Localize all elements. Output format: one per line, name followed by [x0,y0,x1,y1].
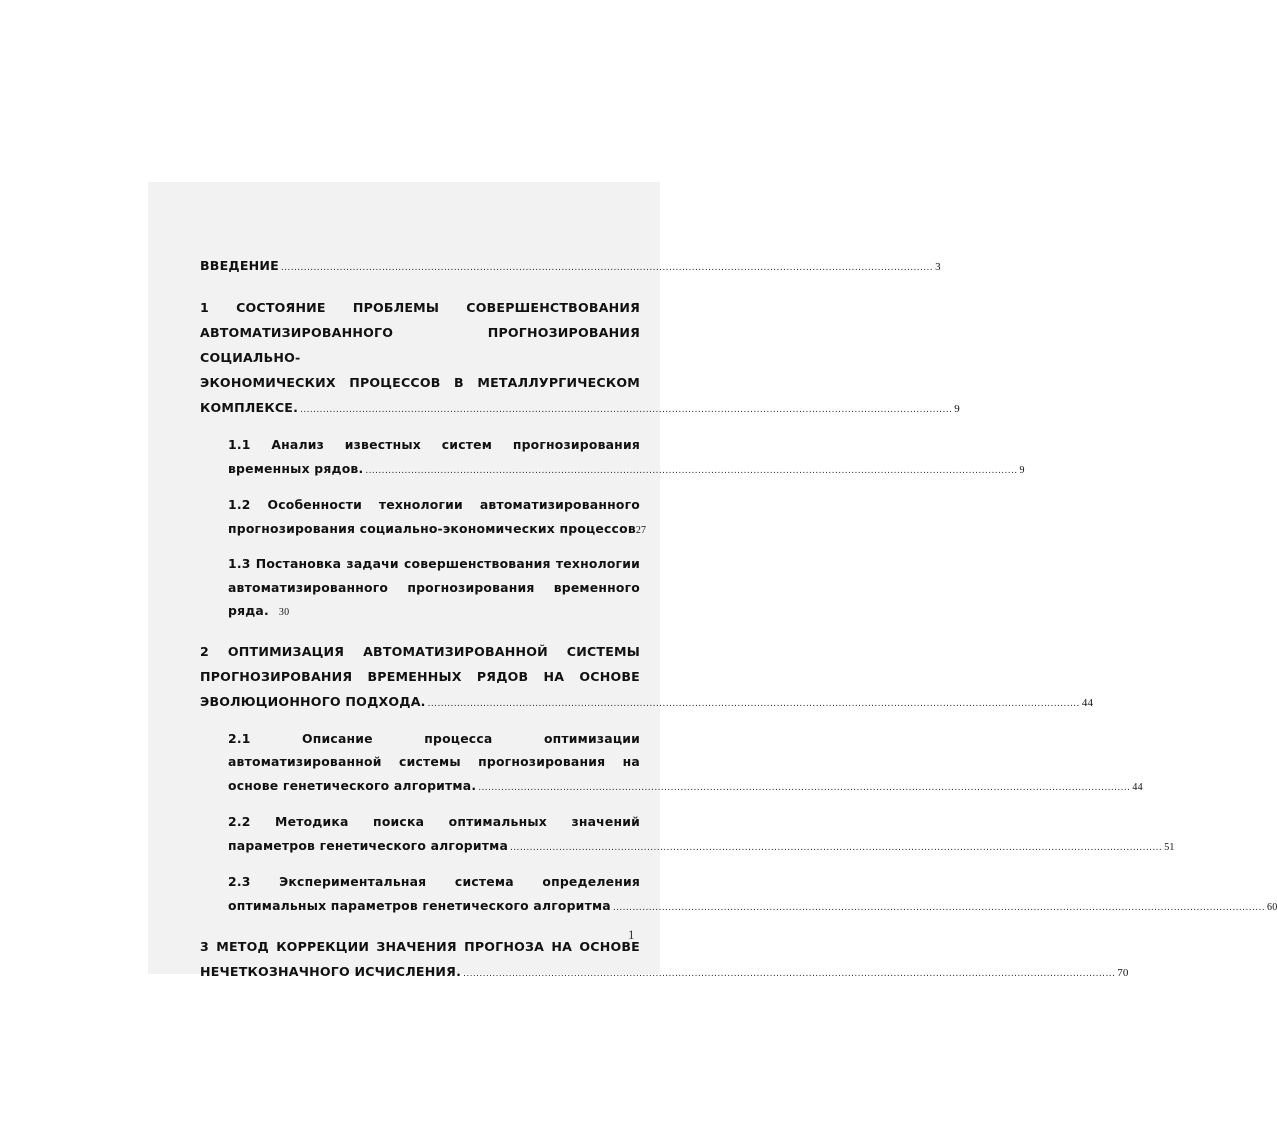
toc-entry-section-1-1 [228,433,1025,483]
toc-entry-line: ПРОГНОЗИРОВАНИЯ ВРЕМЕННЫХ РЯДОВ НА ОСНОВЕ [200,668,640,684]
toc-entry-line: 1.3 Постановка задачи совершенствования технологии [228,556,640,571]
dot-leader: ........................................................................................................................................................................................................ [300,405,953,415]
toc-entry-line: автоматизированного прогнозирования временного [228,579,640,595]
toc-page-number: 9 [1019,464,1025,476]
toc-entry-section-2-1 [228,727,1143,801]
toc-entry-line: параметров генетического алгоритма [228,837,509,853]
toc-page-number: 3 [935,261,941,273]
toc-entry-chapter-1 [200,295,960,423]
toc-entry-section-1-2 [228,493,647,542]
toc-entry-line: 2 ОПТИМИЗАЦИЯ АВТОМАТИЗИРОВАННОЙ СИСТЕМЫ [200,643,640,659]
toc-entry-line: КОМПЛЕКСЕ. [200,400,299,415]
toc-entry-line: 1.1 Анализ известных систем прогнозирования [228,437,640,452]
toc-entry-section-2-3 [228,870,1277,920]
toc-entry-title: ВВЕДЕНИЕ [200,258,279,273]
toc-entry-line: 2.2 Методика поиска оптимальных значений [228,814,640,829]
toc-entry-line: 1.2 Особенности технологии автоматизированного [228,497,640,512]
dot-leader: ........................................................................................................................................................................................................ [612,902,1266,913]
toc-page-number: 30 [278,607,290,618]
toc-entry-introduction [200,253,941,281]
toc-entry-section-1-3 [228,552,640,625]
toc-entry-line: автоматизированной системы прогнозирования на [228,754,640,769]
toc-entry-line: АВТОМАТИЗИРОВАННОГО ПРОГНОЗИРОВАНИЯ СОЦИАЛЬНО- [200,325,640,365]
toc-entry-line: НЕЧЕТКОЗНАЧНОГО ИСЧИСЛЕНИЯ. [200,964,462,979]
dot-leader: ........................................................................................................................................................................................................ [427,698,1080,709]
toc-entry-line: ряда. [228,603,269,618]
toc-page-number: 51 [1164,841,1175,853]
toc-entry-line: оптимальных параметров генетического алгоритма [228,897,611,913]
dot-leader: ........................................................................................................................................................................................................ [365,465,1018,476]
dot-leader: ........................................................................................................................................................................................................ [280,263,934,273]
toc-entry-line: временных рядов. [228,460,364,476]
toc-entry-line: прогнозирования социально-экономических процессов [228,520,636,536]
dot-leader: ........................................................................................................................................................................................................ [463,969,1116,979]
dot-leader: ........................................................................................................................................................................................................ [478,782,1131,793]
toc-page-number: 44 [1132,781,1143,793]
toc-entry-line: 1 СОСТОЯНИЕ ПРОБЛЕМЫ СОВЕРШЕНСТВОВАНИЯ [200,300,640,315]
toc-entry-line: 3 МЕТОД КОРРЕКЦИИ ЗНАЧЕНИЯ ПРОГНОЗА НА ОСНОВЕ [200,939,640,954]
toc-entry-chapter-3 [200,934,1129,987]
toc-entry-line: ЭВОЛЮЦИОННОГО ПОДХОДА. [200,693,426,709]
toc-entry-line: ЭКОНОМИЧЕСКИХ ПРОЦЕССОВ В МЕТАЛЛУРГИЧЕСКОМ [200,375,640,390]
dot-leader: ........................................................................................................................................................................................................ [510,842,1163,853]
toc-entry-chapter-2 [200,639,1094,717]
page-number: 1 [628,927,635,942]
toc-entry-line: основе генетического алгоритма. [228,777,477,793]
toc-page-number: 27 [635,524,647,536]
toc-page-number: 60 [1267,901,1277,913]
toc-page-number: 44 [1081,696,1094,709]
toc-page-number: 9 [954,403,960,415]
toc-page-number: 70 [1117,967,1129,979]
toc-entry-section-2-2 [228,810,1175,860]
toc-entry-line: 2.3 Экспериментальная система определения [228,874,640,889]
table-of-contents [200,253,1277,987]
toc-entry-line: 2.1 Описание процесса оптимизации [228,730,640,746]
